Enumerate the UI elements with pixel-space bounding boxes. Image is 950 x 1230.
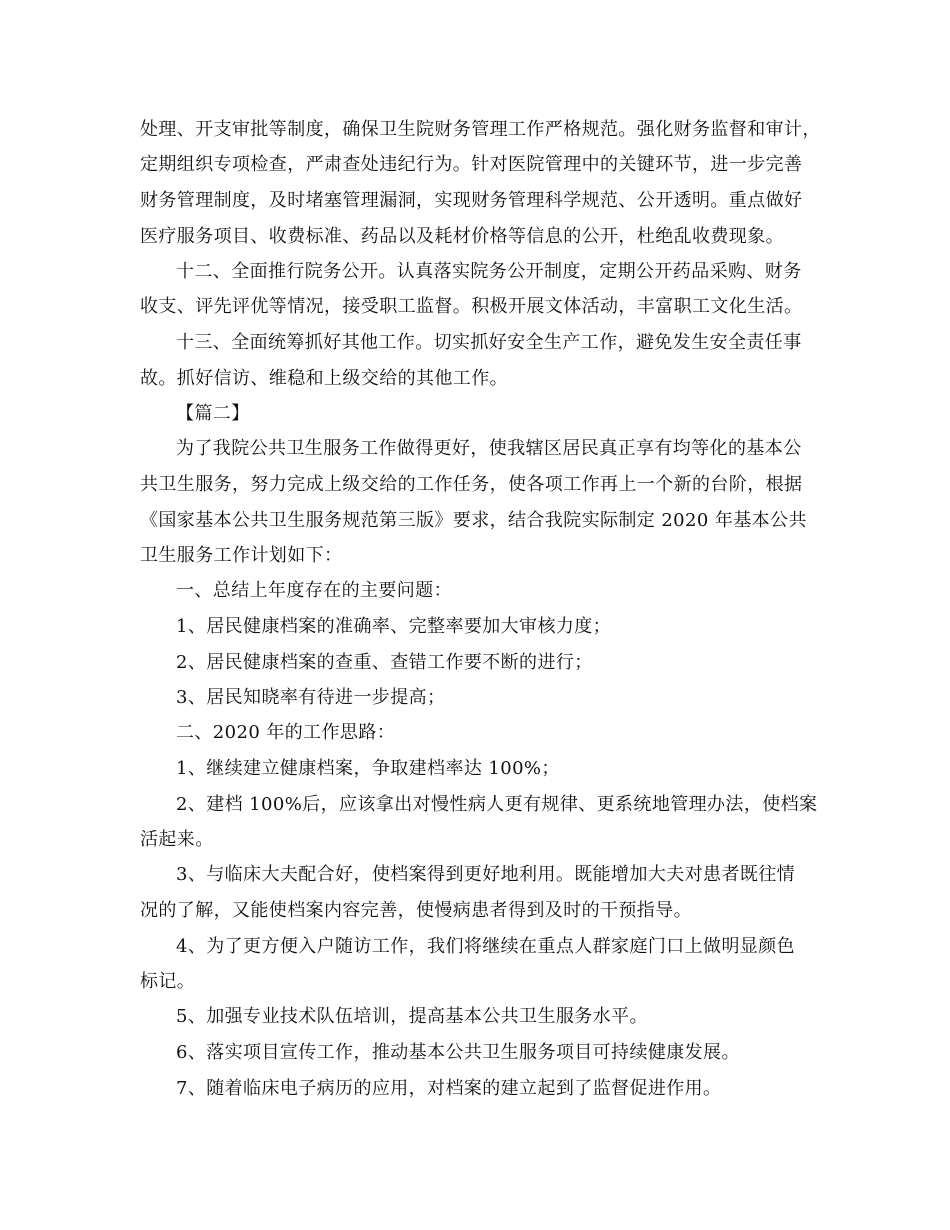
text-line: 共卫生服务，努力完成上级交给的工作任务，使各项工作再上一个新的台阶，根据 — [140, 474, 803, 495]
text-line: 故。抓好信访、维稳和上级交给的其他工作。 — [140, 368, 508, 389]
list-item: 3、与临床大夫配合好，使档案得到更好地利用。既能增加大夫对患者既往情 — [176, 864, 796, 885]
list-item: 3、居民知晓率有待进一步提高； — [176, 687, 446, 708]
list-item: 1、居民健康档案的准确率、完整率要加大审核力度； — [176, 616, 612, 637]
text-line: 一、总结上年度存在的主要问题： — [176, 580, 452, 601]
list-item: 5、加强专业技术队伍培训，提高基本公共卫生服务水平。 — [176, 1006, 648, 1027]
text-line: 十三、全面统筹抓好其他工作。切实抓好安全生产工作，避免发生安全责任事 — [176, 332, 802, 353]
list-item: 1、继续建立健康档案，争取建档率达 100%； — [176, 758, 560, 779]
list-item: 7、随着临床电子病历的应用，对档案的建立起到了监督促进作用。 — [176, 1078, 722, 1099]
text-line: 二、2020 年的工作思路： — [176, 722, 396, 743]
list-item: 6、落实项目宣传工作，推动基本公共卫生服务项目可持续健康发展。 — [176, 1042, 740, 1063]
text-line: 医疗服务项目、收费标准、药品以及耗材价格等信息的公开，杜绝乱收费现象。 — [140, 226, 784, 247]
list-item: 4、为了更方便入户随访工作，我们将继续在重点人群家庭门口上做明显颜色 — [176, 936, 796, 957]
text-line: 为了我院公共卫生服务工作做得更好，使我辖区居民真正享有均等化的基本公 — [176, 438, 802, 459]
text-line: 财务管理制度，及时堵塞管理漏洞，实现财务管理科学规范、公开透明。重点做好 — [140, 190, 803, 211]
text-line: 活起来。 — [140, 829, 214, 850]
text-line: 《国家基本公共卫生服务规范第三版》要求，结合我院实际制定 2020 年基本公共 — [140, 510, 807, 531]
section-heading: 【篇二】 — [176, 403, 250, 424]
text-line: 标记。 — [140, 971, 196, 992]
list-item: 2、居民健康档案的查重、查错工作要不断的进行； — [176, 652, 593, 673]
list-item: 2、建档 100%后，应该拿出对慢性病人更有规律、更系统地管理办法，使档案 — [176, 794, 818, 815]
text-line: 十二、全面推行院务公开。认真落实院务公开制度，定期公开药品采购、财务 — [176, 261, 802, 282]
text-line: 定期组织专项检查，严肃查处违纪行为。针对医院管理中的关键环节，进一步完善 — [140, 154, 803, 175]
text-line: 卫生服务工作计划如下： — [140, 545, 343, 566]
text-line: 况的了解，又能使档案内容完善，使慢病患者得到及时的干预指导。 — [140, 900, 692, 921]
text-line: 收支、评先评优等情况，接受职工监督。积极开展文体活动，丰富职工文化生活。 — [140, 296, 803, 317]
text-line: 处理、开支审批等制度，确保卫生院财务管理工作严格规范。强化财务监督和审计， — [140, 119, 821, 140]
